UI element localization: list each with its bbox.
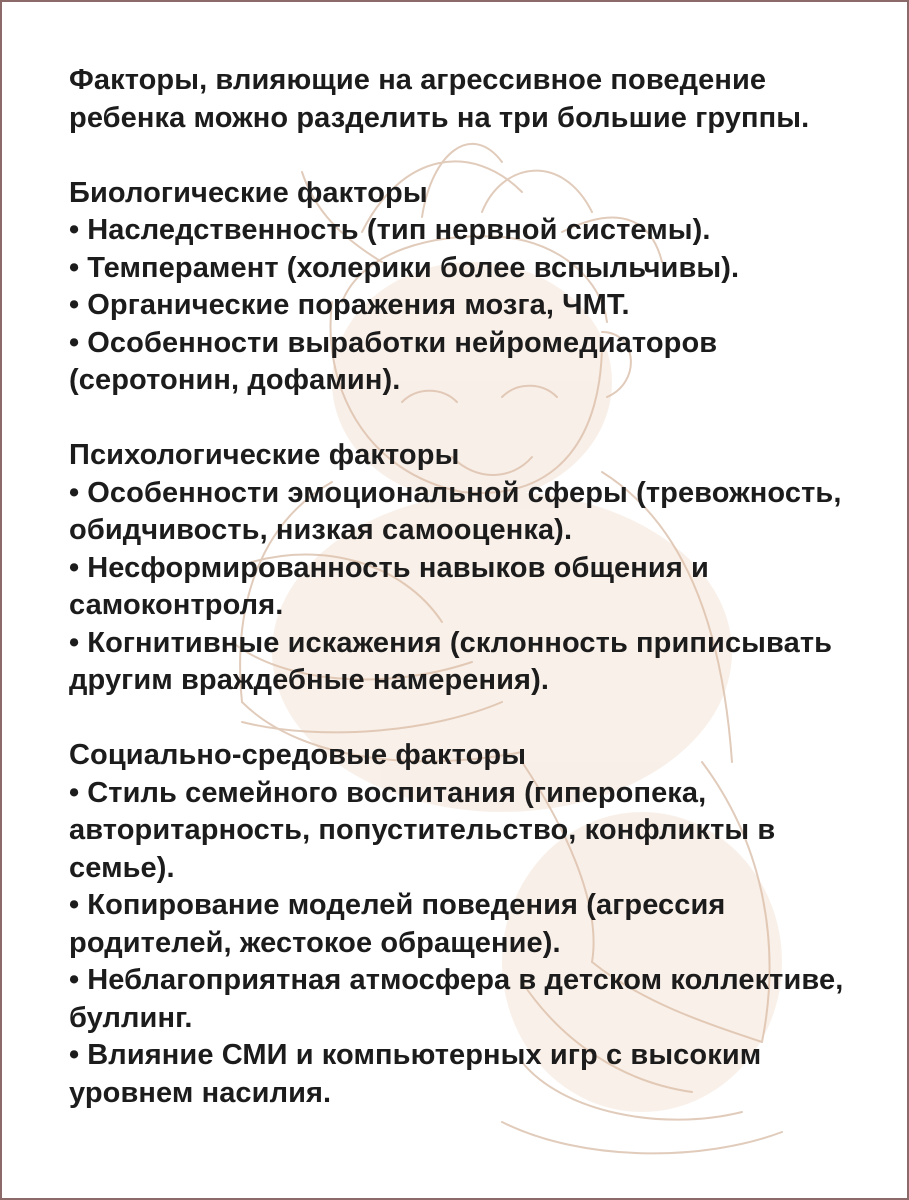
list-item [69,887,889,962]
bullet-icon: • [69,476,80,509]
list-item [69,325,889,400]
list-item [69,475,889,550]
list-item-text: Влияние СМИ и компьютерных игр с высоким уровнем насилия. [69,1039,762,1109]
list-item-text: Особенности выработки нейромедиаторов (серотонин, дофамин). [69,326,718,396]
list-item [69,775,889,888]
list-item-text: Стиль семейного воспитания (гиперопека, авторитарность, попустительство, конфликты в семье). [69,776,776,884]
list-item-text: Неблагоприятная атмосфера в детском коллективе, буллинг. [69,964,844,1034]
list-item-text: Особенности эмоциональной сферы (тревожность, обидчивость, низкая самооценка). [69,476,842,546]
list-item [69,212,889,250]
list-item-text: Несформированность навыков общения и самоконтроля. [69,551,709,621]
bullet-icon: • [69,964,80,996]
bullet-icon: • [69,551,80,584]
bullet-icon: • [69,251,80,284]
section-social [69,737,889,1112]
bullet-icon: • [69,326,80,359]
list-item [69,287,889,325]
section-heading: Психологические факторы [69,439,460,471]
list-item [69,962,889,1037]
list-item-text: Копирование моделей поведения (агрессия родителей, жестокое обращение). [69,889,726,959]
section-psychological [69,437,889,700]
list-item [69,1037,889,1112]
section-heading: Биологические факторы [69,176,428,209]
list-item-text: Когнитивные искажения (склонность приписывать другим враждебные намерения). [69,626,833,696]
bullet-icon: • [69,889,80,921]
intro-paragraph: Факторы, влияющие на агрессивное поведение ребенка можно разделить на три большие группы. [69,64,810,134]
bullet-icon: • [69,289,80,321]
article-body [69,62,889,1112]
bullet-icon: • [69,214,80,246]
list-item [69,625,889,700]
section-biological [69,175,889,400]
bullet-icon: • [69,1039,80,1071]
list-item [69,550,889,625]
list-item-text: Органические поражения мозга, ЧМТ. [87,289,630,321]
list-item-text: Темперамент (холерики более вспыльчивы). [87,251,740,284]
list-item [69,250,889,288]
list-item-text: Наследственность (тип нервной системы). [87,214,711,246]
bullet-icon: • [69,776,80,809]
bullet-icon: • [69,626,80,659]
section-heading: Социально-средовые факторы [69,739,527,771]
